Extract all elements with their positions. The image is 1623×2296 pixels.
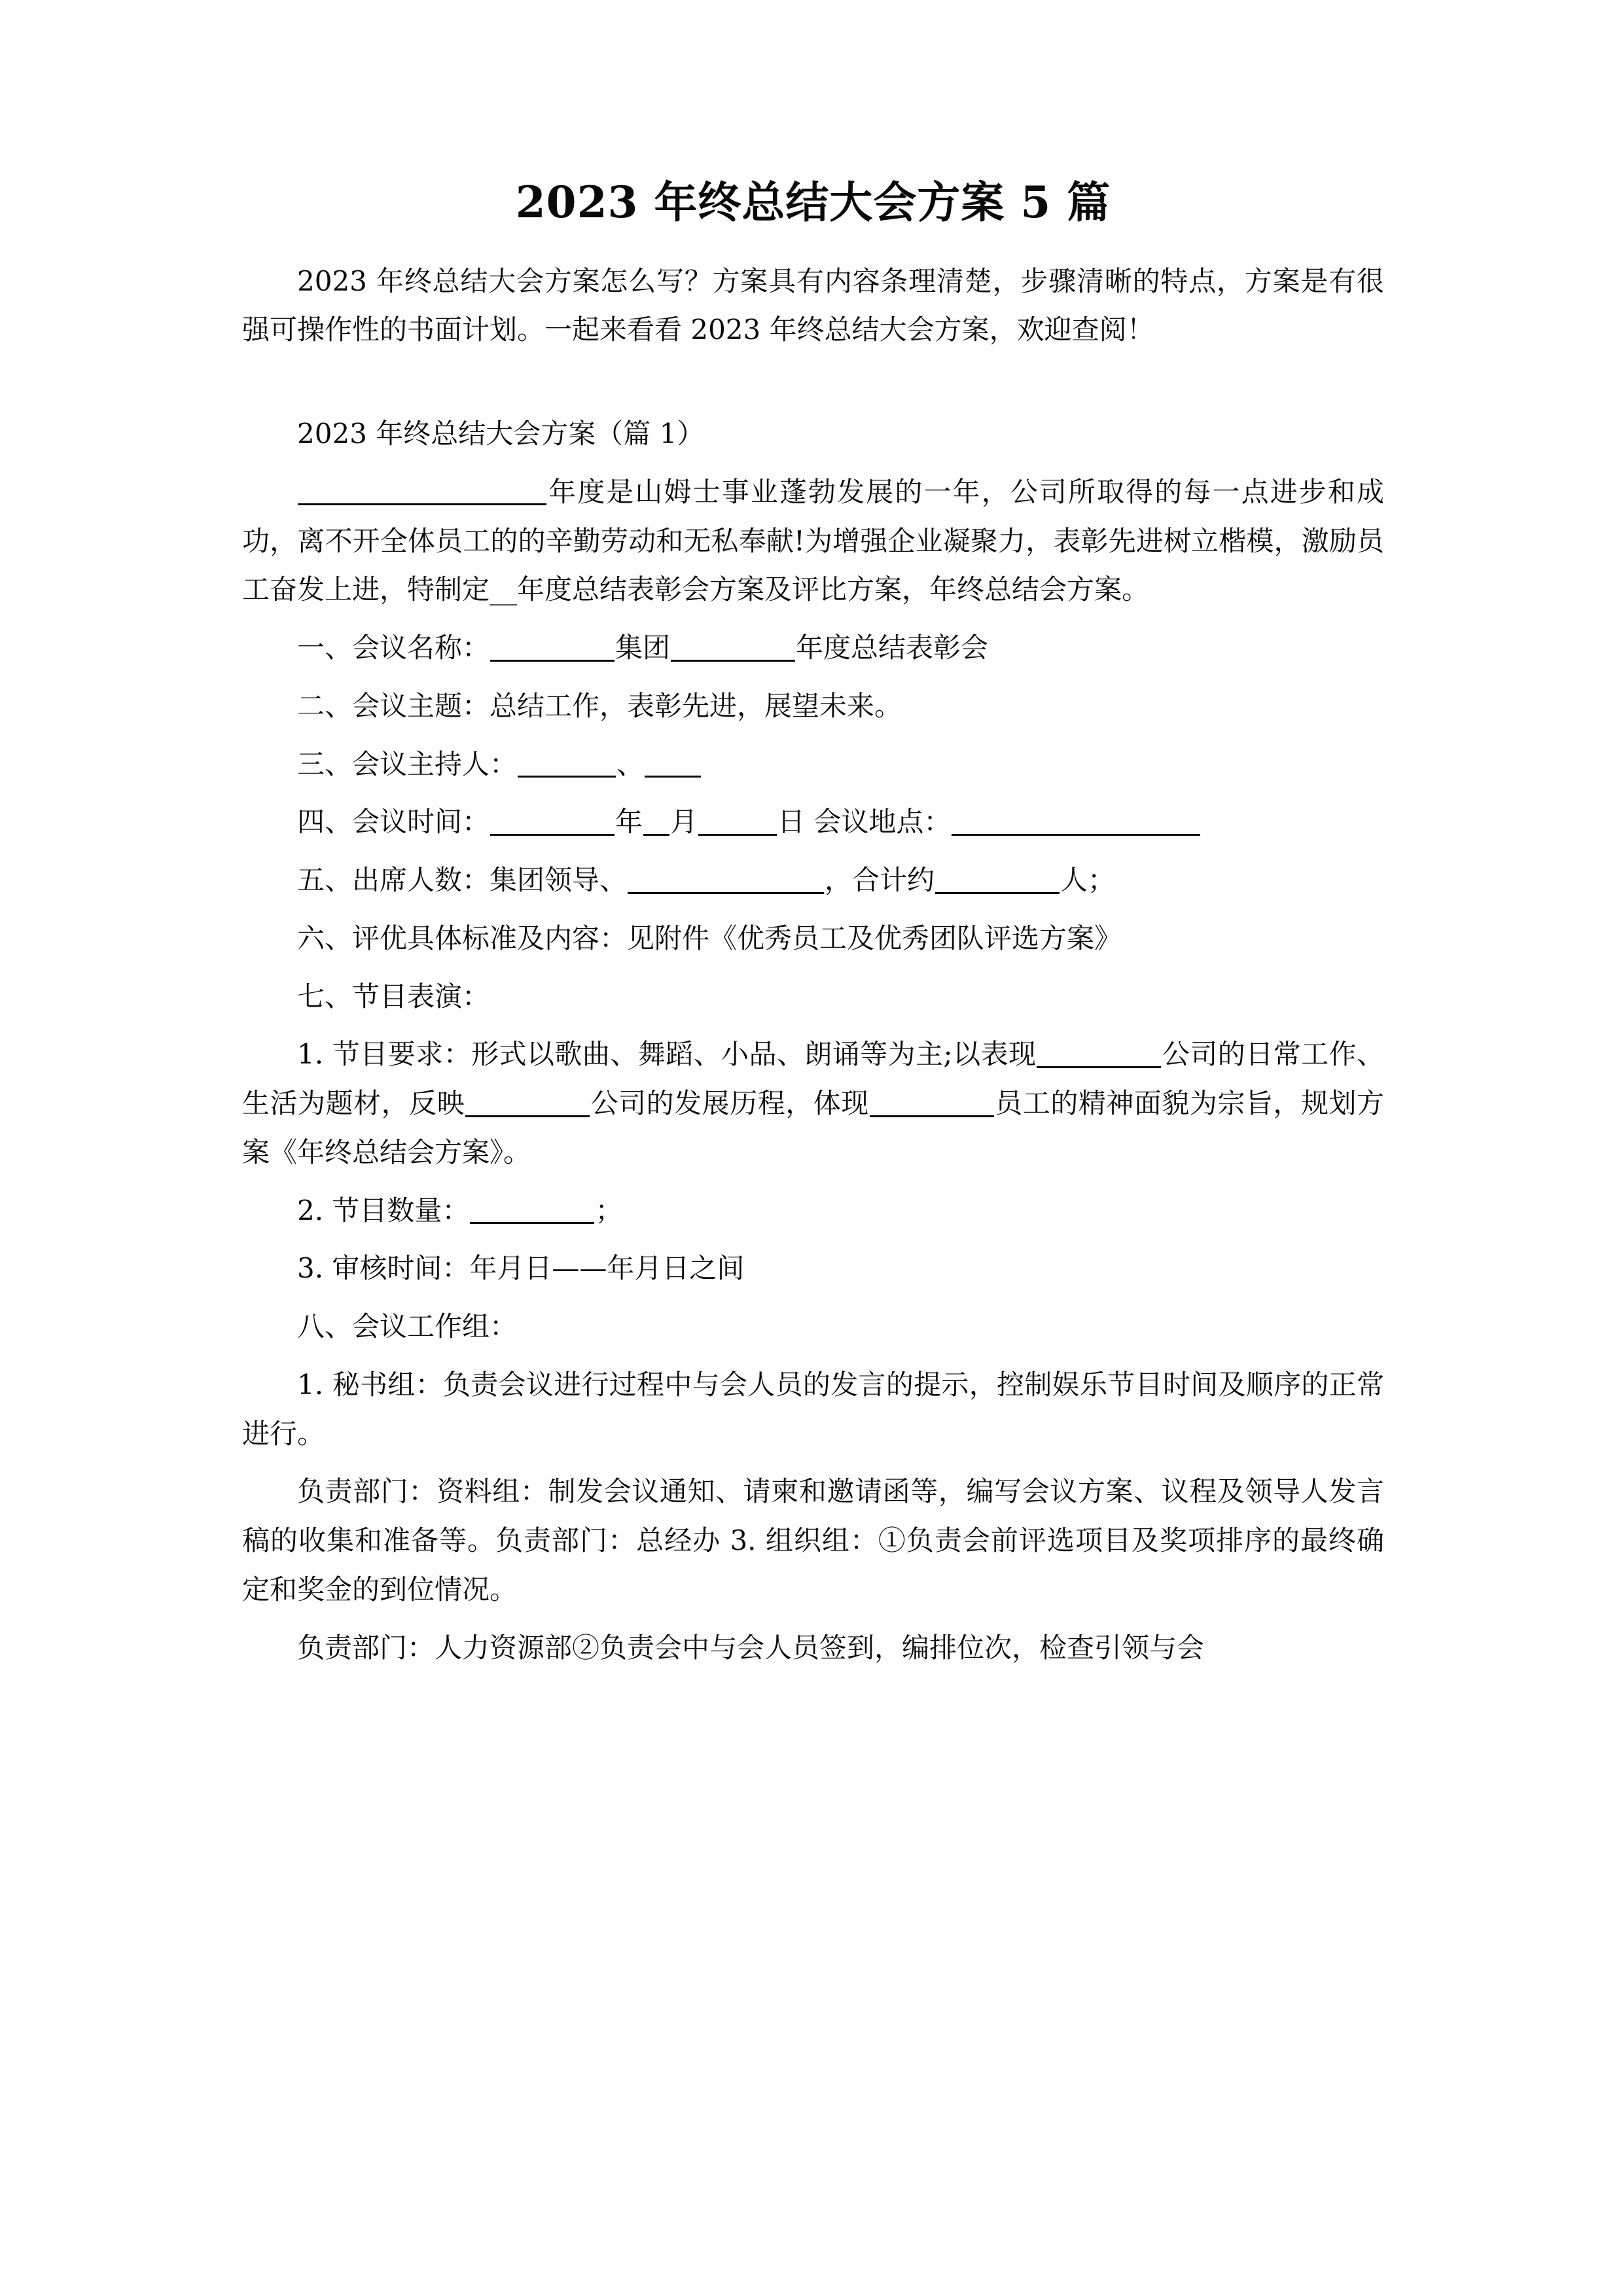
list-item-award-criteria <box>242 914 1384 963</box>
opening-paragraph-text: 年度是山姆士事业蓬勃发展的一年，公司所取得的每一点进步和成功，离不开全体员工的的辛勤劳动和无私奉献!为增强企业凝聚力，表彰先进树立楷模，激励员工奋发上进，特制定__年度总结表彰会方案及评比方案，年终总结会方案。 <box>242 475 1384 606</box>
list-item-meeting-theme <box>242 682 1384 731</box>
list-item-label: 七、节目表演： <box>297 980 490 1013</box>
blank-time-day <box>698 807 777 836</box>
meeting-place-label: 会议地点： <box>813 806 952 838</box>
attendance-tail: 人； <box>1060 864 1116 896</box>
list-item-part-suffix: 年度总结表彰会 <box>796 632 989 664</box>
list-item-label: 三、会议主持人： <box>297 747 518 780</box>
blank-year-name <box>671 633 795 662</box>
list-item-text: 总结工作，表彰先进，展望未来。 <box>490 689 902 722</box>
list-item-program-performance <box>242 973 1384 1022</box>
document-content <box>242 0 1384 1672</box>
workgroup-heading-text: 八、会议工作组： <box>297 1310 518 1342</box>
workgroup-paragraph-hr: 负责部门：人力资源部②负责会中与会人员签到，编排位次，检查引领与会 <box>297 1631 1205 1664</box>
blank-program-company-1 <box>1037 1039 1161 1068</box>
list-item-meeting-time <box>242 798 1384 847</box>
program-count-suffix: ； <box>595 1194 623 1227</box>
program-requirement <box>242 1030 1384 1177</box>
list-item-attendance <box>242 856 1384 905</box>
program-requirement-seg2: 公司的日常工作、生活为题材，反映 <box>242 1038 1384 1119</box>
list-item-label: 五、出席人数：集团领导、 <box>297 864 628 896</box>
list-item-label: 一、会议名称： <box>297 632 490 664</box>
blank-time-year <box>490 807 615 836</box>
blank-program-company-3 <box>870 1088 994 1117</box>
list-item-label: 四、会议时间： <box>297 806 490 838</box>
list-item-separator: 、 <box>616 747 645 780</box>
list-item-text: 见附件《优秀员工及优秀团队评选方案》 <box>627 922 1122 954</box>
blank-group-name <box>490 633 615 662</box>
program-review-time <box>242 1244 1384 1293</box>
blank-program-count <box>470 1195 594 1224</box>
list-item-meeting-name <box>242 624 1384 673</box>
list-item-label: 二、会议主题： <box>297 689 490 722</box>
program-requirement-seg3: 公司的发展历程，体现 <box>590 1087 869 1119</box>
unit-day: 日 <box>777 806 806 838</box>
program-count <box>242 1187 1384 1236</box>
unit-month: 月 <box>670 806 698 838</box>
program-requirement-seg4: 员工的精神面貌为宗旨，规划方案《年终总结会方案》。 <box>242 1087 1384 1168</box>
program-requirement-prefix: 1. 节目要求：形式以歌曲、舞蹈、小品、朗诵等为主;以表现 <box>297 1038 1037 1071</box>
intro-paragraph: 2023 年终总结大会方案怎么写？方案具有内容条理清楚，步骤清晰的特点，方案是有很强可操作性的书面计划。一起来看看 2023 年终总结大会方案，欢迎查阅！ <box>242 264 1384 346</box>
workgroup-paragraph-secretary: 1. 秘书组：负责会议进行过程中与会人员的发言的提示，控制娱乐节目时间及顺序的正常进行。 <box>242 1368 1384 1450</box>
blank-attendance-detail <box>628 865 824 894</box>
workgroup-paragraph-materials: 负责部门：资料组：制发会议通知、请柬和邀请函等，编写会议方案、议程及领导人发言稿的收集和准备等。负责部门：总经办 3. 组织组：①负责会前评选项目及奖项排序的最终确定和奖金的到位情况。 <box>242 1475 1384 1605</box>
list-item-label: 六、评优具体标准及内容： <box>297 922 628 954</box>
blank-year-opening <box>298 476 546 505</box>
blank-program-company-2 <box>465 1088 590 1117</box>
program-review-time-text: 3. 审核时间：年月日——年月日之间 <box>297 1252 745 1285</box>
list-item-meeting-host <box>242 740 1384 789</box>
unit-year: 年 <box>615 806 643 838</box>
opening-paragraph <box>242 468 1384 615</box>
page-title: 2023 年终总结大会方案 5 篇 <box>515 177 1111 228</box>
program-count-prefix: 2. 节目数量： <box>297 1194 470 1227</box>
section-heading: 2023 年终总结大会方案（篇 1） <box>297 418 705 450</box>
attendance-mid: ，合计约 <box>825 864 935 896</box>
workgroup-heading <box>242 1302 1384 1352</box>
list-item-part-group: 集团 <box>615 632 671 664</box>
blank-host-1 <box>518 749 616 778</box>
blank-attendance-total <box>935 865 1060 894</box>
blank-meeting-place <box>952 807 1200 836</box>
blank-time-month <box>643 807 669 836</box>
blank-host-2 <box>645 749 701 778</box>
